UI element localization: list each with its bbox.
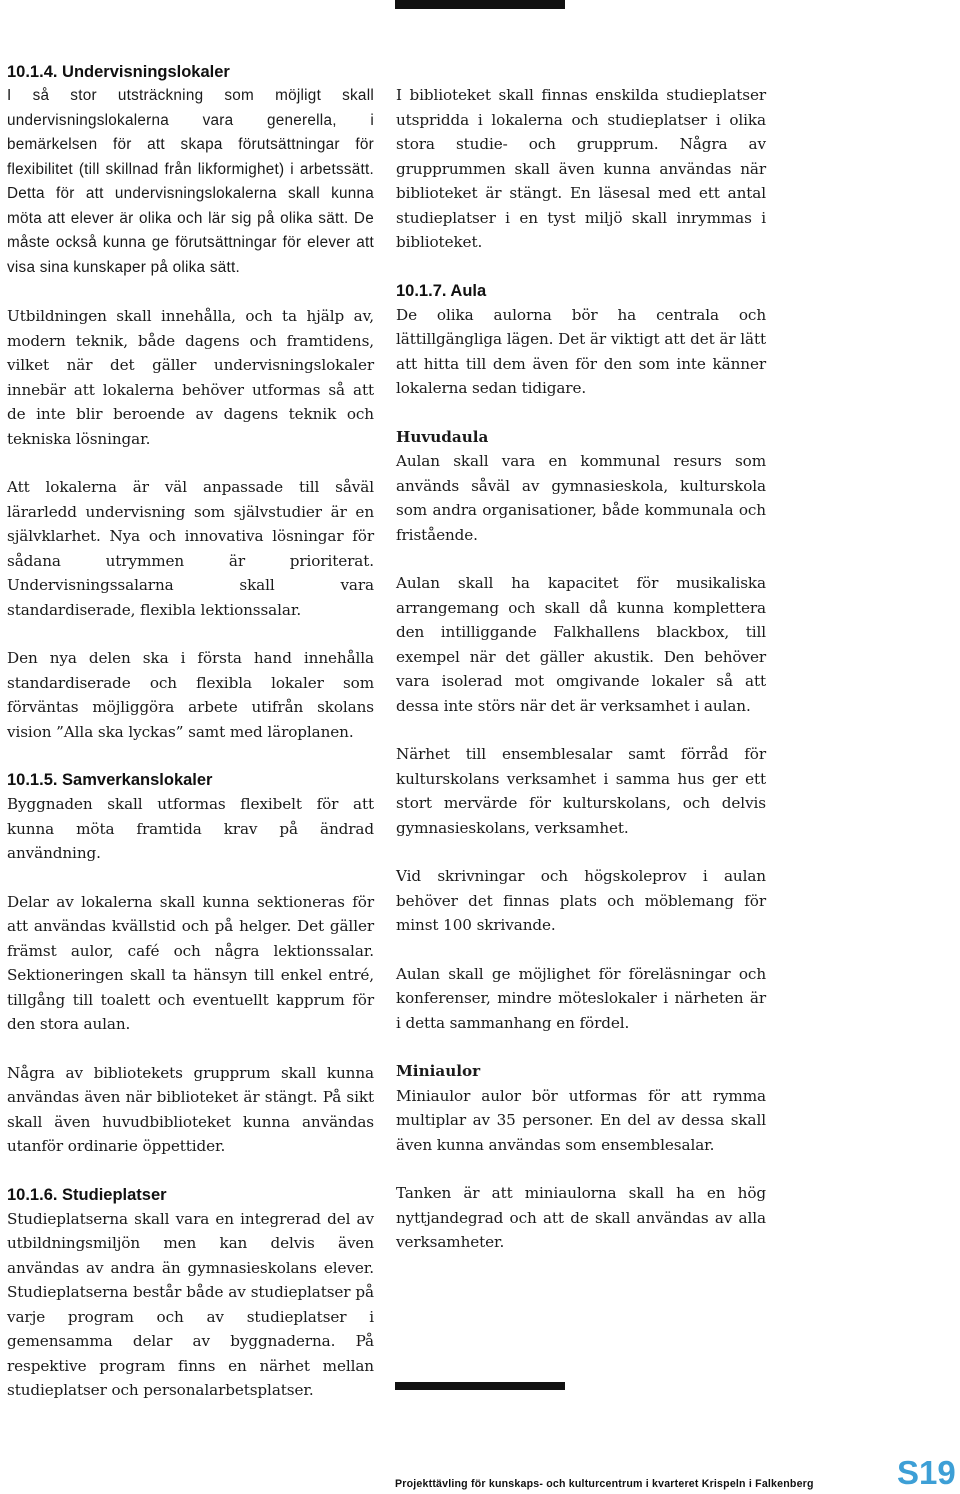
paragraph: Tanken är att miniaulorna skall ha en hög nyttjandegrad och att de skall användas av alla verksamheter.: [396, 1184, 766, 1251]
bottom-divider-bar: [395, 1382, 565, 1390]
right-column: [396, 83, 766, 1279]
paragraph: Närhet till ensemblesalar samt förråd för kulturskolans verksamhet i samma hus ger ett stort mervärde för kulturskolans, och delvis gymnasieskolans, verksamhet.: [396, 745, 766, 837]
paragraph: Några av bibliotekets grupprum skall kunna användas även när biblioteket är stängt. På sikt skall även huvudbiblioteket kunna användas utanför ordinarie öppettider.: [7, 1063, 374, 1155]
section-heading-samverkanslokaler: 10.1.5. Samverkanslokaler: [7, 771, 213, 789]
section-heading-undervisningslokaler: 10.1.4. Undervisningslokaler: [7, 63, 230, 81]
page-number-label: S19: [897, 1454, 956, 1491]
section-heading-studieplatser: 10.1.6. Studieplatser: [7, 1185, 167, 1204]
paragraph: Miniaulor aulor bör utformas för att rymma multiplar av 35 personer. En del av dessa skall även kunna användas som ensemblesalar.: [396, 1086, 766, 1154]
paragraph: I biblioteket skall finnas enskilda studieplatser utspridda i lokalerna och studieplatser i olika stora studie- och grupprum. Några av grupprummen skall även kunna användas när biblioteket är stängt. En läsesal med ett antal studieplatser i en tyst miljö skall inrymmas i biblioteket.: [396, 86, 766, 251]
paragraph: Den nya delen ska i första hand innehålla standardiserade och flexibla lokaler som förväntas möjliggöra arbete utifrån skolans vision ”Alla ska lyckas” samt med läroplanen.: [7, 649, 374, 741]
paragraph: I så stor utsträckning som möjligt skall undervisningslokalerna vara generella, i bemärkelsen för att skapa förutsättningar för flexibilitet (till skillnad från likformighet) i arbetssätt. Detta för att undervisningslokalerna skall kunna möta att elever är olika och lär sig på olika sätt. De måste också kunna ge förutsättningar för elever att visa sina kunskaper på olika sätt.: [7, 87, 374, 276]
section-heading-aula: 10.1.7. Aula: [396, 281, 487, 300]
paragraph: Aulan skall ha kapacitet för musikaliska arrangemang och skall då kunna komplettera den intilliggande Falkhallens blackbox, till exempel när det gäller akustik. Den behöver vara isolerad mot omgivande lokaler så att dessa inte störs när det är verksamhet i aulan.: [396, 574, 766, 715]
paragraph: Att lokalerna är väl anpassade till såväl lärarledd undervisning som självstudier är en självklarhet. Nya och innovativa lösningar för sådana utrymmen är prioriterat. Undervisningssalarna skall vara standardiserade, flexibla lektionssalar.: [7, 478, 374, 619]
left-column: [7, 60, 374, 1427]
footer-project-title: Projekttävling för kunskaps- och kulturcentrum i kvarteret Krispeln i Falkenberg: [395, 1478, 814, 1490]
paragraph: Vid skrivningar och högskoleprov i aulan behöver det finnas plats och möblemang för minst 100 skrivande.: [396, 867, 766, 934]
paragraph: De olika aulorna bör ha centrala och lättillgängliga lägen. Det är viktigt att det är lätt att hitta till dem även för den som inte känner lokalerna sedan tidigare.: [396, 305, 766, 397]
top-divider-bar: [395, 0, 565, 9]
paragraph: Utbildningen skall innehålla, och ta hjälp av, modern teknik, både dagens och framtidens, vilket när det gäller undervisningslokaler innebär att lokalerna behöver utformas så att de inte blir beroende av dagens teknik och tekniska lösningar.: [7, 307, 374, 448]
paragraph: Aulan skall ge möjlighet för föreläsningar och konferenser, mindre möteslokaler i närheten är i detta sammanhang en fördel.: [396, 964, 766, 1032]
paragraph: Byggnaden skall utformas flexibelt för att kunna möta framtida krav på ändrad användning.: [7, 795, 374, 862]
paragraph: Studieplatserna skall vara en integrerad del av utbildningsmiljön men kan delvis även användas av andra än gymnasieskolans elever. Studieplatserna består både av studieplatser på varje program och av studieplatser i gemensamma delar av byggnaderna. På respektive program finns en närhet mellan studieplatser och personalarbetsplatser.: [7, 1209, 374, 1399]
subheading-miniaulor: Miniaulor: [396, 1062, 481, 1080]
subheading-huvudaula: Huvudaula: [396, 427, 489, 446]
section-heading-block: [7, 60, 374, 84]
paragraph: Delar av lokalerna skall kunna sektioneras för att användas kvällstid och på helger. Det gäller främst aulor, café och några lektionssalar. Sektioneringen skall ta hänsyn till enkel entré, tillgång till toalett och eventuellt kapprum för den stora aulan.: [7, 892, 374, 1033]
paragraph: Aulan skall vara en kommunal resurs som används såväl av gymnasieskola, kulturskola som andra organisationer, både kommunala och fristående.: [396, 452, 766, 544]
